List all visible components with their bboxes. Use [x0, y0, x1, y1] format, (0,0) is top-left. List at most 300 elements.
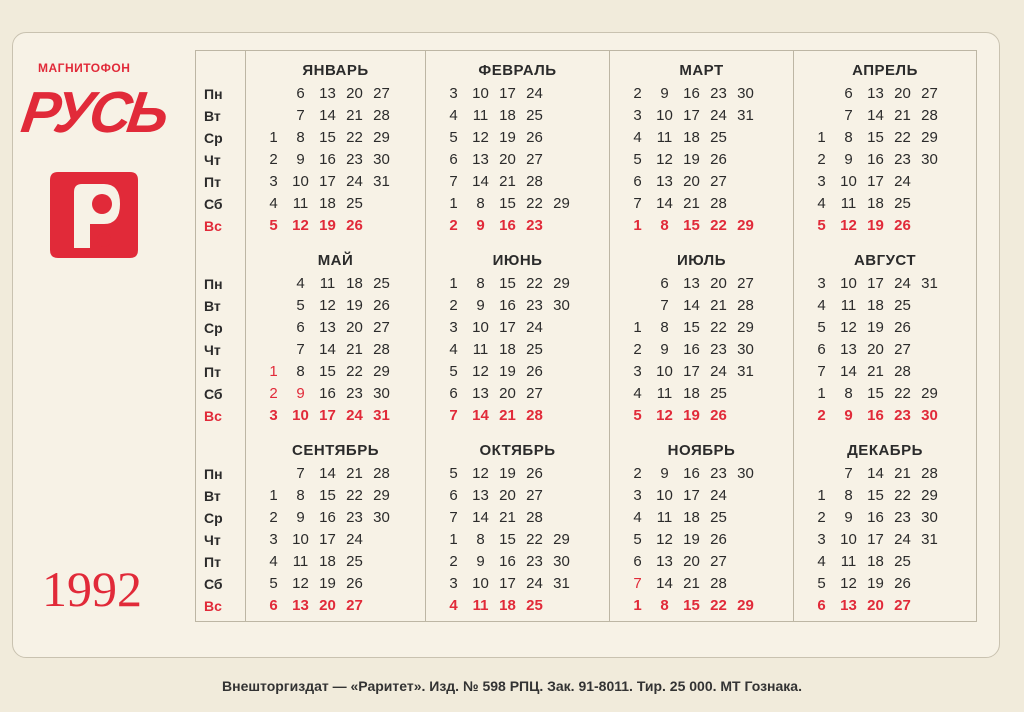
day-number: 3	[449, 319, 458, 336]
day-number: 26	[346, 217, 363, 234]
weekday-row	[794, 83, 976, 105]
day-number: 21	[499, 407, 516, 424]
day-number: 13	[319, 85, 336, 102]
day-number: 8	[296, 487, 305, 504]
day-number: 29	[737, 597, 754, 614]
day-number	[548, 405, 575, 427]
day-name: Ср	[204, 510, 223, 526]
day-number	[732, 127, 759, 149]
weekday-row	[794, 317, 976, 339]
day-number: 31	[737, 363, 754, 380]
day-number: 2	[269, 509, 278, 526]
day-number: 7	[296, 107, 305, 124]
day-number	[548, 463, 575, 485]
day-number: 29	[373, 487, 390, 504]
brand-logo-text: РУСЬ	[17, 80, 170, 145]
day-number: 20	[683, 553, 700, 570]
month-block	[610, 241, 794, 431]
month-block	[246, 241, 426, 431]
day-number: 20	[499, 385, 516, 402]
day-number: 15	[867, 487, 884, 504]
day-number: 3	[633, 487, 642, 504]
day-number: 21	[710, 297, 727, 314]
day-number	[624, 295, 651, 317]
day-number: 12	[319, 297, 336, 314]
day-number: 30	[737, 85, 754, 102]
day-number: 27	[526, 151, 543, 168]
day-number: 14	[472, 407, 489, 424]
day-number: 29	[921, 487, 938, 504]
weekday-row	[246, 193, 425, 215]
day-number: 18	[867, 195, 884, 212]
weekday-row	[426, 149, 609, 171]
day-number: 30	[921, 509, 938, 526]
weekday-row	[794, 361, 976, 383]
day-number: 11	[840, 195, 857, 212]
weekday-row	[426, 295, 609, 317]
day-number: 24	[346, 531, 363, 548]
day-number: 8	[660, 597, 669, 614]
day-number: 21	[683, 575, 700, 592]
weekday-row	[426, 383, 609, 405]
day-number: 13	[472, 487, 489, 504]
day-number: 22	[894, 385, 911, 402]
day-number: 20	[346, 319, 363, 336]
day-number: 13	[319, 319, 336, 336]
day-number: 22	[346, 363, 363, 380]
day-number: 1	[633, 217, 642, 234]
day-number: 8	[476, 275, 485, 292]
day-number: 28	[526, 509, 543, 526]
day-number: 23	[710, 465, 727, 482]
day-number: 15	[319, 363, 336, 380]
day-number: 20	[683, 173, 700, 190]
weekday-row	[610, 149, 793, 171]
day-number: 3	[633, 107, 642, 124]
day-number: 8	[296, 129, 305, 146]
day-number: 3	[269, 407, 278, 424]
day-number: 8	[296, 363, 305, 380]
day-number: 15	[499, 531, 516, 548]
day-number: 31	[373, 407, 390, 424]
day-number: 4	[449, 341, 458, 358]
month-name: АВГУСТ	[853, 252, 917, 269]
day-number: 3	[817, 531, 826, 548]
day-number: 12	[292, 217, 309, 234]
day-name: Чт	[204, 342, 221, 358]
month-name: ФЕВРАЛЬ	[478, 62, 557, 79]
day-number: 25	[526, 107, 543, 124]
day-name: Сб	[204, 386, 223, 402]
weekday-row	[426, 529, 609, 551]
day-number: 24	[710, 363, 727, 380]
month-block	[794, 241, 976, 431]
day-number: 1	[269, 129, 278, 146]
day-number: 22	[710, 217, 727, 234]
weekday-row	[426, 339, 609, 361]
day-number	[732, 405, 759, 427]
day-number: 5	[269, 575, 278, 592]
day-number	[916, 317, 943, 339]
day-number: 9	[476, 297, 485, 314]
brand-emblem-icon	[48, 170, 140, 260]
weekday-row	[426, 595, 609, 617]
day-number: 20	[710, 275, 727, 292]
day-number: 29	[553, 195, 570, 212]
day-number: 16	[499, 553, 516, 570]
day-number: 9	[660, 341, 669, 358]
day-number: 29	[921, 385, 938, 402]
weekday-row	[426, 215, 609, 237]
day-number: 4	[449, 597, 458, 614]
day-number: 13	[656, 553, 673, 570]
day-number: 17	[867, 173, 884, 190]
weekday-row	[610, 361, 793, 383]
weekday-row	[246, 361, 425, 383]
day-number: 23	[894, 151, 911, 168]
day-number: 7	[296, 341, 305, 358]
weekday-row	[794, 149, 976, 171]
day-number: 11	[840, 297, 857, 314]
day-number: 29	[373, 363, 390, 380]
day-number: 15	[499, 275, 516, 292]
day-number: 1	[449, 275, 458, 292]
day-number: 20	[894, 85, 911, 102]
day-number: 6	[296, 319, 305, 336]
day-number: 15	[683, 217, 700, 234]
day-number: 12	[840, 575, 857, 592]
day-number: 17	[683, 363, 700, 380]
day-number: 30	[373, 151, 390, 168]
day-number: 4	[633, 129, 642, 146]
day-number: 31	[553, 575, 570, 592]
day-number: 17	[867, 531, 884, 548]
day-number: 14	[472, 509, 489, 526]
weekday-row	[426, 463, 609, 485]
weekday-row	[426, 105, 609, 127]
day-number: 15	[867, 129, 884, 146]
day-number: 2	[633, 85, 642, 102]
day-number: 6	[633, 553, 642, 570]
day-number	[548, 149, 575, 171]
day-number: 2	[449, 217, 458, 234]
day-number: 10	[472, 575, 489, 592]
day-name: Ср	[204, 320, 223, 336]
day-names-column	[196, 51, 246, 241]
day-number: 18	[499, 341, 516, 358]
weekday-row	[246, 127, 425, 149]
day-number: 25	[373, 275, 390, 292]
day-number: 9	[296, 151, 305, 168]
weekday-row	[610, 507, 793, 529]
weekday-row	[794, 193, 976, 215]
day-number: 5	[269, 217, 278, 234]
weekday-row	[610, 551, 793, 573]
month-block	[426, 241, 610, 431]
day-number: 3	[269, 173, 278, 190]
day-number: 23	[894, 407, 911, 424]
day-number: 18	[319, 553, 336, 570]
day-number: 23	[526, 553, 543, 570]
day-number: 1	[817, 487, 826, 504]
day-number: 19	[683, 531, 700, 548]
day-number: 12	[472, 129, 489, 146]
day-number: 5	[296, 297, 305, 314]
weekday-row	[610, 127, 793, 149]
day-number: 23	[526, 217, 543, 234]
day-number: 17	[499, 575, 516, 592]
day-number: 25	[894, 195, 911, 212]
day-number: 31	[921, 531, 938, 548]
day-number: 23	[346, 385, 363, 402]
day-number	[916, 573, 943, 595]
day-number: 22	[346, 487, 363, 504]
day-number: 21	[867, 363, 884, 380]
day-number: 28	[373, 465, 390, 482]
day-number: 25	[710, 509, 727, 526]
month-name: МАЙ	[317, 252, 354, 269]
day-number: 18	[867, 553, 884, 570]
day-number: 19	[683, 407, 700, 424]
day-number: 26	[373, 297, 390, 314]
day-name: Сб	[204, 196, 223, 212]
weekday-row	[246, 551, 425, 573]
weekday-row	[246, 595, 425, 617]
day-number: 9	[844, 509, 853, 526]
day-number: 2	[449, 553, 458, 570]
day-number: 26	[894, 319, 911, 336]
day-number: 28	[373, 107, 390, 124]
day-number: 17	[683, 487, 700, 504]
day-number: 30	[737, 341, 754, 358]
day-number: 14	[656, 575, 673, 592]
day-number: 7	[844, 465, 853, 482]
day-number: 31	[921, 275, 938, 292]
day-number: 7	[449, 173, 458, 190]
weekday-row	[246, 215, 425, 237]
day-number: 25	[526, 597, 543, 614]
weekday-row	[610, 405, 793, 427]
weekday-row	[426, 573, 609, 595]
weekday-row	[794, 551, 976, 573]
day-number: 25	[710, 129, 727, 146]
day-number: 3	[817, 173, 826, 190]
day-number: 5	[449, 465, 458, 482]
day-number: 6	[660, 275, 669, 292]
day-number: 6	[844, 85, 853, 102]
day-number: 15	[319, 129, 336, 146]
day-number: 11	[656, 129, 673, 146]
weekday-row	[794, 529, 976, 551]
weekday-row	[610, 295, 793, 317]
day-number: 26	[526, 129, 543, 146]
day-number: 21	[346, 107, 363, 124]
weekday-row	[246, 573, 425, 595]
weekday-row	[246, 339, 425, 361]
day-number: 22	[526, 531, 543, 548]
day-number: 7	[633, 195, 642, 212]
day-number: 28	[737, 297, 754, 314]
day-number: 10	[840, 275, 857, 292]
day-number: 19	[499, 465, 516, 482]
day-number: 30	[921, 151, 938, 168]
day-number	[548, 105, 575, 127]
weekday-row	[246, 463, 425, 485]
weekday-row	[610, 485, 793, 507]
day-name: Пн	[204, 276, 223, 292]
day-number: 2	[633, 465, 642, 482]
day-number	[548, 595, 575, 617]
day-number: 6	[269, 597, 278, 614]
day-number	[260, 339, 287, 361]
day-number: 7	[449, 509, 458, 526]
weekday-row	[426, 127, 609, 149]
day-names-column	[196, 431, 246, 621]
weekday-row	[246, 273, 425, 295]
day-number: 7	[633, 575, 642, 592]
weekday-row	[246, 105, 425, 127]
day-number: 26	[710, 407, 727, 424]
brand-subtitle: МАГНИТОФОН	[38, 61, 131, 75]
day-number: 19	[683, 151, 700, 168]
day-number: 16	[319, 385, 336, 402]
day-number	[732, 529, 759, 551]
weekday-row	[610, 105, 793, 127]
day-number: 4	[269, 553, 278, 570]
day-number: 9	[660, 465, 669, 482]
day-number: 12	[472, 363, 489, 380]
calendar-grid	[195, 50, 977, 622]
day-number: 16	[499, 217, 516, 234]
day-number	[548, 339, 575, 361]
day-number: 3	[449, 85, 458, 102]
day-number: 29	[553, 275, 570, 292]
month-block	[426, 431, 610, 621]
day-number: 29	[921, 129, 938, 146]
day-number: 9	[844, 151, 853, 168]
day-number: 27	[526, 487, 543, 504]
day-number: 26	[894, 575, 911, 592]
day-number: 22	[894, 129, 911, 146]
day-number: 10	[840, 531, 857, 548]
day-number: 24	[346, 407, 363, 424]
day-number: 22	[894, 487, 911, 504]
day-number: 7	[844, 107, 853, 124]
weekday-row	[426, 485, 609, 507]
day-number: 13	[656, 173, 673, 190]
day-number: 21	[499, 509, 516, 526]
day-number: 27	[710, 173, 727, 190]
day-number	[808, 83, 835, 105]
day-number: 26	[710, 531, 727, 548]
weekday-row	[610, 463, 793, 485]
weekday-row	[610, 573, 793, 595]
weekday-row	[794, 405, 976, 427]
day-number: 28	[373, 341, 390, 358]
day-number: 20	[319, 597, 336, 614]
day-number: 26	[346, 575, 363, 592]
day-number: 28	[526, 407, 543, 424]
day-number: 6	[633, 173, 642, 190]
month-name: ИЮНЬ	[492, 252, 543, 269]
day-number: 27	[373, 85, 390, 102]
day-number: 18	[867, 297, 884, 314]
day-number	[732, 149, 759, 171]
weekday-row	[794, 595, 976, 617]
day-number: 27	[373, 319, 390, 336]
day-number	[808, 463, 835, 485]
day-number: 11	[656, 509, 673, 526]
day-number: 27	[526, 385, 543, 402]
day-number	[548, 171, 575, 193]
day-name: Вс	[204, 598, 222, 614]
month-block	[610, 431, 794, 621]
day-name: Пт	[204, 364, 221, 380]
day-number: 10	[292, 531, 309, 548]
day-number	[732, 193, 759, 215]
day-number	[368, 529, 395, 551]
day-number: 12	[292, 575, 309, 592]
day-number: 24	[894, 275, 911, 292]
day-number: 12	[656, 407, 673, 424]
day-number: 19	[499, 129, 516, 146]
day-number: 14	[319, 341, 336, 358]
day-number	[548, 317, 575, 339]
day-number: 2	[817, 509, 826, 526]
day-number: 13	[867, 85, 884, 102]
weekday-row	[794, 273, 976, 295]
day-number	[916, 171, 943, 193]
day-number	[368, 193, 395, 215]
day-number: 20	[499, 151, 516, 168]
day-number	[260, 463, 287, 485]
day-number: 11	[840, 553, 857, 570]
day-number: 6	[449, 385, 458, 402]
weekday-row	[794, 507, 976, 529]
day-number: 28	[526, 173, 543, 190]
day-number	[548, 83, 575, 105]
day-number: 13	[292, 597, 309, 614]
day-number: 13	[840, 341, 857, 358]
day-number: 8	[660, 319, 669, 336]
day-number: 16	[683, 465, 700, 482]
day-number	[368, 573, 395, 595]
day-number: 23	[526, 297, 543, 314]
day-number: 11	[319, 275, 336, 292]
day-name: Сб	[204, 576, 223, 592]
day-number: 7	[817, 363, 826, 380]
weekday-row	[794, 573, 976, 595]
day-number: 14	[867, 107, 884, 124]
day-number	[548, 383, 575, 405]
day-number: 27	[737, 275, 754, 292]
month-block	[610, 51, 794, 241]
day-number: 9	[660, 85, 669, 102]
day-number: 16	[683, 85, 700, 102]
day-number: 16	[683, 341, 700, 358]
weekday-row	[794, 127, 976, 149]
day-number: 1	[449, 531, 458, 548]
weekday-row	[610, 529, 793, 551]
day-number: 17	[499, 319, 516, 336]
weekday-row	[426, 405, 609, 427]
day-number: 27	[346, 597, 363, 614]
day-number: 28	[921, 107, 938, 124]
day-name: Пн	[204, 466, 223, 482]
day-number: 9	[296, 385, 305, 402]
day-number: 30	[373, 509, 390, 526]
day-number: 23	[346, 509, 363, 526]
